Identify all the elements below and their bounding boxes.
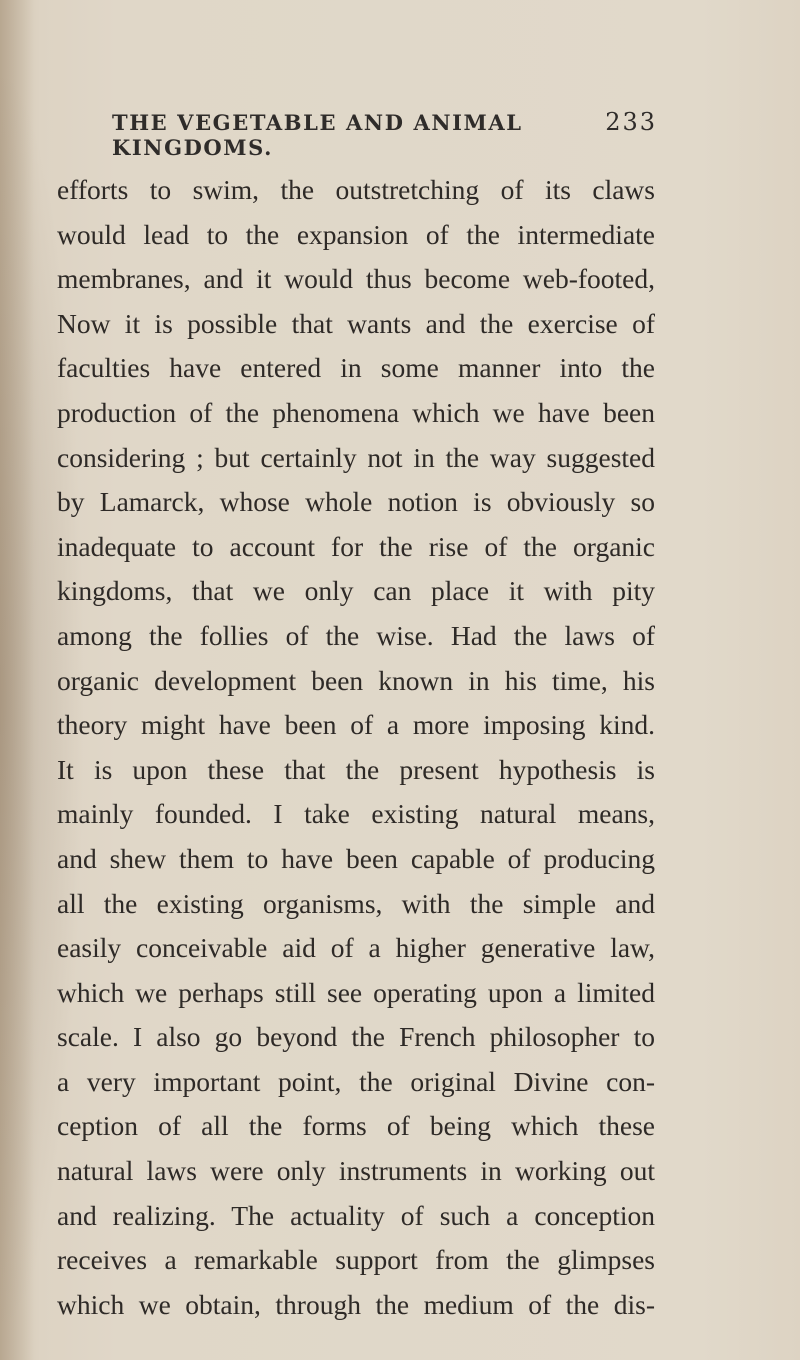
text-line: easily conceivable aid of a higher generative law,: [57, 932, 655, 964]
text-line: inadequate to account for the rise of the organic: [57, 530, 655, 562]
text-line: Now it is possible that wants and the exercise of: [57, 307, 655, 339]
text-line: production of the phenomena which we have been: [57, 396, 655, 428]
running-head-title: THE VEGETABLE AND ANIMAL KINGDOMS.: [112, 110, 523, 160]
text-line: natural laws were only instruments in working out: [57, 1155, 655, 1187]
text-line: mainly founded. I take existing natural means,: [57, 798, 655, 830]
text-line: faculties have entered in some manner into the: [57, 352, 655, 384]
text-line: ception of all the forms of being which these: [57, 1110, 655, 1142]
text-line: by Lamarck, whose whole notion is obviously so: [57, 486, 655, 518]
page-number: 233: [605, 108, 657, 136]
text-line: considering ; but certainly not in the way suggested: [57, 441, 655, 473]
text-line: which we obtain, through the medium of the dis-: [57, 1288, 655, 1320]
body-text: [57, 168, 655, 1327]
text-line: among the follies of the wise. Had the laws of: [57, 619, 655, 651]
text-line: and shew them to have been capable of producing: [57, 842, 655, 874]
text-line: all the existing organisms, with the simple and: [57, 887, 655, 919]
text-line: efforts to swim, the outstretching of its claws: [57, 174, 655, 205]
text-line: organic development been known in his time, his: [57, 664, 655, 696]
text-line: which we perhaps still see operating upon a limited: [57, 976, 655, 1008]
text-line: scale. I also go beyond the French philosopher to: [57, 1021, 655, 1053]
page-edge-shadow: [0, 0, 34, 1360]
text-line: It is upon these that the present hypothesis is: [57, 753, 655, 785]
text-line: would lead to the expansion of the intermediate: [57, 218, 655, 250]
text-line: receives a remarkable support from the glimpses: [57, 1244, 655, 1276]
text-line: a very important point, the original Divine con-: [57, 1065, 655, 1097]
text-line: theory might have been of a more imposing kind.: [57, 709, 655, 741]
text-line: kingdoms, that we only can place it with pity: [57, 575, 655, 607]
running-head: [112, 108, 657, 160]
text-line: and realizing. The actuality of such a conception: [57, 1199, 655, 1231]
text-line: membranes, and it would thus become web-footed,: [57, 263, 655, 295]
